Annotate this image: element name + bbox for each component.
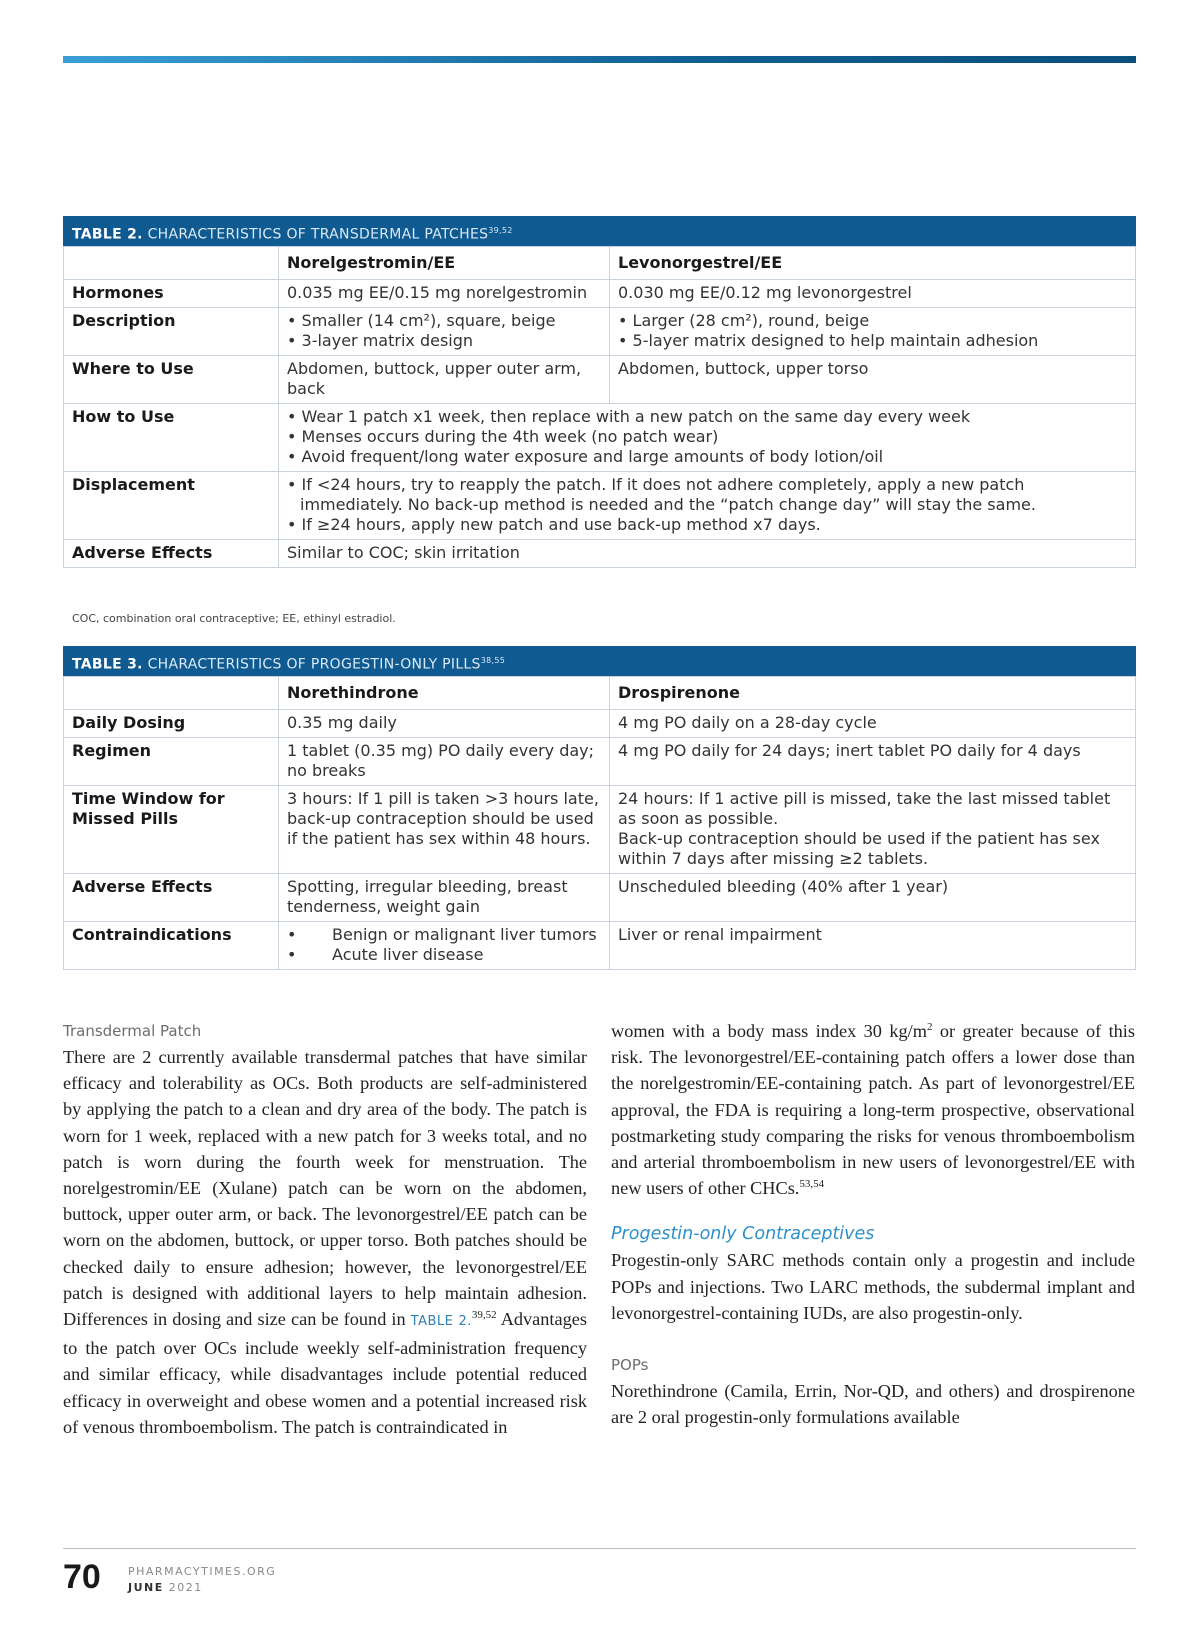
table-3-header [63, 646, 1136, 676]
row-label: How to Use [64, 404, 279, 472]
table-cell: Abdomen, buttock, upper outer arm, back [279, 356, 610, 404]
list-item: • Wear 1 patch x1 week, then replace with a new patch on the same day every week [287, 407, 1127, 427]
table-cell: 0.030 mg EE/0.12 mg levonorgestrel [610, 280, 1136, 308]
table-refs: 39,52 [488, 226, 513, 235]
row-label: Description [64, 308, 279, 356]
row-label: Hormones [64, 280, 279, 308]
list-item: • If <24 hours, try to reapply the patch. If it does not adhere completely, apply a new patch immediately. No back-up method is needed and the “patch change day” will stay the same. [287, 475, 1127, 515]
table-row [64, 247, 1136, 280]
table-cell [610, 786, 1136, 874]
citation: 53,54 [799, 1178, 825, 1191]
section-heading: Transdermal Patch [63, 1022, 202, 1040]
article-right-column [611, 1018, 1135, 1430]
table-2-grid [63, 246, 1136, 568]
citation: 39,52 [471, 1308, 497, 1321]
table-title: CHARACTERISTICS OF PROGESTIN-ONLY PILLS [147, 656, 481, 673]
table-cell [279, 404, 1136, 472]
list-item: • Avoid frequent/long water exposure and large amounts of body lotion/oil [287, 447, 1127, 467]
table-cell: Similar to COC; skin irritation [279, 540, 1136, 568]
table-cell: 4 mg PO daily on a 28-day cycle [610, 710, 1136, 738]
row-label: Contraindications [64, 922, 279, 970]
row-label: Adverse Effects [64, 874, 279, 922]
list-item: • 5-layer matrix designed to help maintain adhesion [618, 331, 1127, 351]
table-row [64, 540, 1136, 568]
table-row [64, 280, 1136, 308]
row-label: Daily Dosing [64, 710, 279, 738]
list-item: • Benign or malignant liver tumors [287, 925, 601, 945]
table-cell: 4 mg PO daily for 24 days; inert tablet PO daily for 4 days [610, 738, 1136, 786]
table-2 [63, 216, 1136, 568]
column-header: Norelgestromin/EE [279, 247, 610, 280]
footer-rule [63, 1548, 1136, 1549]
list-item: • Smaller (14 cm²), square, beige [287, 311, 601, 331]
list-item: • If ≥24 hours, apply new patch and use back-up method x7 days. [287, 515, 1127, 535]
table-label: TABLE 2. [72, 226, 143, 243]
table-row [64, 738, 1136, 786]
page-number: 70 [63, 1558, 101, 1596]
body-paragraph [611, 1018, 1135, 1201]
list-item: • Menses occurs during the 4th week (no patch wear) [287, 427, 1127, 447]
table-title: CHARACTERISTICS OF TRANSDERMAL PATCHES [147, 226, 489, 243]
superscript: 2 [926, 1020, 933, 1033]
table-row [64, 922, 1136, 970]
table-row [64, 874, 1136, 922]
body-text: women with a body mass index 30 kg/m [611, 1021, 927, 1041]
table-row [64, 472, 1136, 540]
issue-date [128, 1581, 203, 1594]
table-row [64, 677, 1136, 710]
section-heading: Progestin-only Contraceptives [611, 1224, 875, 1245]
site-name: PHARMACYTIMES.ORG [128, 1565, 277, 1578]
table-cell [64, 677, 279, 710]
table-2-footnote: COC, combination oral contraceptive; EE, ethinyl estradiol. [72, 612, 396, 625]
body-text: or greater because of this risk. The levonorgestrel/EE-containing patch offers a lower dose than the norelgestromin/EE-containing patch. As part of levonorgestrel/EE approval, the FDA is requiring a long-term prospective, observational postmarketing study comparing the risks for venous thromboembolism and arterial thromboembolism in new users of levonorgestrel/EE with new users of other CHCs. [611, 1021, 1135, 1199]
list-item: • Acute liver disease [287, 945, 601, 965]
section-heading: POPs [611, 1356, 649, 1375]
table-row [64, 404, 1136, 472]
table-cell: 3 hours: If 1 pill is taken >3 hours late, back-up contraception should be used if the patient has sex within 48 hours. [279, 786, 610, 874]
table-3-grid [63, 676, 1136, 970]
body-paragraph: Norethindrone (Camila, Errin, Nor-QD, and others) and drospirenone are 2 oral progestin-only formulations available [611, 1381, 1135, 1428]
body-paragraph [63, 1044, 587, 1440]
row-label: Where to Use [64, 356, 279, 404]
table-cell: 1 tablet (0.35 mg) PO daily every day; no breaks [279, 738, 610, 786]
top-accent-bar [63, 56, 1136, 63]
row-label: Displacement [64, 472, 279, 540]
table-refs: 38,55 [480, 656, 506, 665]
table-cell: 0.035 mg EE/0.15 mg norelgestromin [279, 280, 610, 308]
table-cell [279, 472, 1136, 540]
table-reference-link[interactable]: TABLE 2. [410, 1314, 472, 1330]
table-cell [64, 247, 279, 280]
table-label: TABLE 3. [72, 656, 143, 673]
table-cell: Abdomen, buttock, upper torso [610, 356, 1136, 404]
table-cell [610, 308, 1136, 356]
issue-year: 2021 [168, 1581, 203, 1594]
article-left-column [63, 1018, 587, 1440]
table-row [64, 710, 1136, 738]
column-header: Levonorgestrel/EE [610, 247, 1136, 280]
row-label: Adverse Effects [64, 540, 279, 568]
table-row [64, 786, 1136, 874]
table-cell [279, 308, 610, 356]
column-header: Norethindrone [279, 677, 610, 710]
body-paragraph: Progestin-only SARC methods contain only a progestin and include POPs and injections. Two LARC methods, the subdermal implant and levonorgestrel-containing IUDs, are also progestin-only. [611, 1250, 1135, 1323]
list-item: • 3-layer matrix design [287, 331, 601, 351]
body-text: There are 2 currently available transdermal patches that have similar efficacy and tolerability as OCs. Both products are self-administered by applying the patch to a clean and dry area of the body. The patch is worn for 1 week, replaced with a new patch for 3 weeks total, and no patch is worn during the fourth week for menstruation. The norelgestromin/EE (Xulane) patch can be worn on the abdomen, buttock, upper outer arm, or back. The levonorgestrel/EE patch can be worn on the abdomen, buttock, or upper torso. Both patches should be checked daily to ensure adhesion; however, the levonorgestrel/EE patch is designed with additional layers to help maintain adhesion. Differences in dosing and size can be found in [63, 1047, 587, 1330]
list-item: • Larger (28 cm²), round, beige [618, 311, 1127, 331]
row-label: Time Window for Missed Pills [64, 786, 279, 874]
table-3 [63, 646, 1136, 970]
table-row [64, 356, 1136, 404]
table-2-header [63, 216, 1136, 246]
table-cell: Liver or renal impairment [610, 922, 1136, 970]
cell-line: 24 hours: If 1 active pill is missed, take the last missed tablet as soon as possible. [618, 789, 1111, 828]
row-label: Regimen [64, 738, 279, 786]
table-row [64, 308, 1136, 356]
column-header: Drospirenone [610, 677, 1136, 710]
cell-line: Back-up contraception should be used if the patient has sex within 7 days after missing ≥2 tablets. [618, 829, 1100, 868]
body-text: Advantages to the patch over OCs include weekly self-administration frequency and similar efficacy, while disadvantages include potential reduced efficacy in overweight and obese women and a potential increased risk of venous thromboembolism. The patch is contraindicated in [63, 1309, 587, 1437]
table-cell [279, 922, 610, 970]
table-cell: 0.35 mg daily [279, 710, 610, 738]
issue-month: JUNE [128, 1581, 164, 1594]
table-cell: Spotting, irregular bleeding, breast tenderness, weight gain [279, 874, 610, 922]
table-cell: Unscheduled bleeding (40% after 1 year) [610, 874, 1136, 922]
